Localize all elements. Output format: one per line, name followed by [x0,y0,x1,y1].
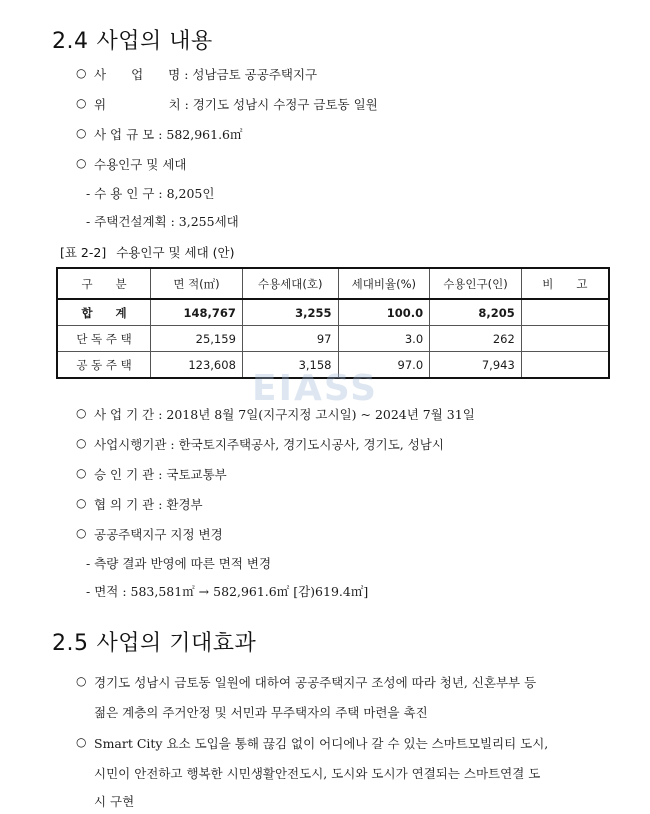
bullet-icon: ○ [76,126,87,140]
item-project-scale: 사 업 규 모 : 582,961.6㎡ [94,127,243,142]
table-header-cell: 수용인구(인) [430,268,522,299]
table-cell: 3,158 [242,352,338,379]
section-title: 사업의 기대효과 [96,631,257,656]
population-table [56,267,610,379]
table-cell: 3,255 [242,299,338,326]
effect-line: Smart City 요소 도입을 통해 끊김 없이 어디에나 갈 수 있는 스마트모빌리티 도시, [94,736,549,751]
item-area-change: - 면적 : 583,581㎡ → 582,961.6㎡ [감)619.4㎡] [86,584,369,599]
bullet-icon: ○ [76,466,87,480]
table-row-total [57,299,609,326]
bullet-icon: ○ [76,436,87,450]
table-cell: 262 [430,326,522,352]
bullet-icon: ○ [76,96,87,110]
table-cell: 3.0 [338,326,430,352]
table-cell: 123,608 [151,352,243,379]
item-survey-change: - 측량 결과 반영에 따른 면적 변경 [86,556,272,571]
table-row [57,326,609,352]
table-header-row [57,268,609,299]
table-header-cell: 세대비율(%) [338,268,430,299]
bullet-icon: ○ [76,406,87,420]
table-header-cell: 면 적(㎡) [151,268,243,299]
table-cell: 7,943 [430,352,522,379]
table-cell [521,299,609,326]
table-cell: 25,159 [151,326,243,352]
section-number: 2.4 [52,29,89,54]
table-cell: 97.0 [338,352,430,379]
table-header-cell: 구 분 [57,268,151,299]
table-cell: 148,767 [151,299,243,326]
section-number: 2.5 [52,631,89,656]
effect-line: 젊은 계층의 주거안정 및 서민과 무주택자의 주택 마련을 촉진 [94,705,428,720]
table-caption-id: [표 2-2] [60,245,107,260]
item-location: 위 치 : 경기도 성남시 수정구 금토동 일원 [94,97,378,112]
item-designation-change: 공공주택지구 지정 변경 [94,527,223,542]
item-project-name: 사 업 명 : 성남금토 공공주택지구 [94,67,318,82]
bullet-icon: ○ [76,674,87,688]
item-population: - 수 용 인 구 : 8,205인 [86,186,215,201]
section-heading-2-4 [52,24,213,55]
bullet-icon: ○ [76,735,87,749]
table-header-cell: 수용세대(호) [242,268,338,299]
watermark-logo: EIASS [252,368,379,409]
table-cell: 8,205 [430,299,522,326]
bullet-icon: ○ [76,66,87,80]
item-population-households: 수용인구 및 세대 [94,157,187,172]
table-caption-text: 수용인구 및 세대 (안) [116,245,235,260]
table-cell: 97 [242,326,338,352]
item-implementer: 사업시행기관 : 한국토지주택공사, 경기도시공사, 경기도, 성남시 [94,437,444,452]
table-cell: 100.0 [338,299,430,326]
bullet-icon: ○ [76,496,87,510]
bullet-icon: ○ [76,526,87,540]
effect-line: 시 구현 [94,794,135,809]
effect-line: 경기도 성남시 금토동 일원에 대하여 공공주택지구 조성에 따라 청년, 신혼부부 등 [94,675,537,690]
table-header-cell: 비 고 [521,268,609,299]
item-approval-agency: 승 인 기 관 : 국토교통부 [94,467,227,482]
item-consult-agency: 협 의 기 관 : 환경부 [94,497,203,512]
section-title: 사업의 내용 [96,29,213,54]
section-heading-2-5 [52,626,256,657]
table-cell: 공 동 주 택 [57,352,151,379]
item-project-period: 사 업 기 간 : 2018년 8월 7일(지구지정 고시일) ~ 2024년 7월 31일 [94,407,475,422]
bullet-icon: ○ [76,156,87,170]
table-cell [521,326,609,352]
item-housing-plan: - 주택건설계획 : 3,255세대 [86,214,239,229]
table-caption [60,243,245,261]
table-cell: 단 독 주 택 [57,326,151,352]
table-cell: 합 계 [57,299,151,326]
table-row [57,352,609,379]
table-cell [521,352,609,379]
effect-line: 시민이 안전하고 행복한 시민생활안전도시, 도시와 도시가 연결되는 스마트연결 도 [94,766,541,781]
